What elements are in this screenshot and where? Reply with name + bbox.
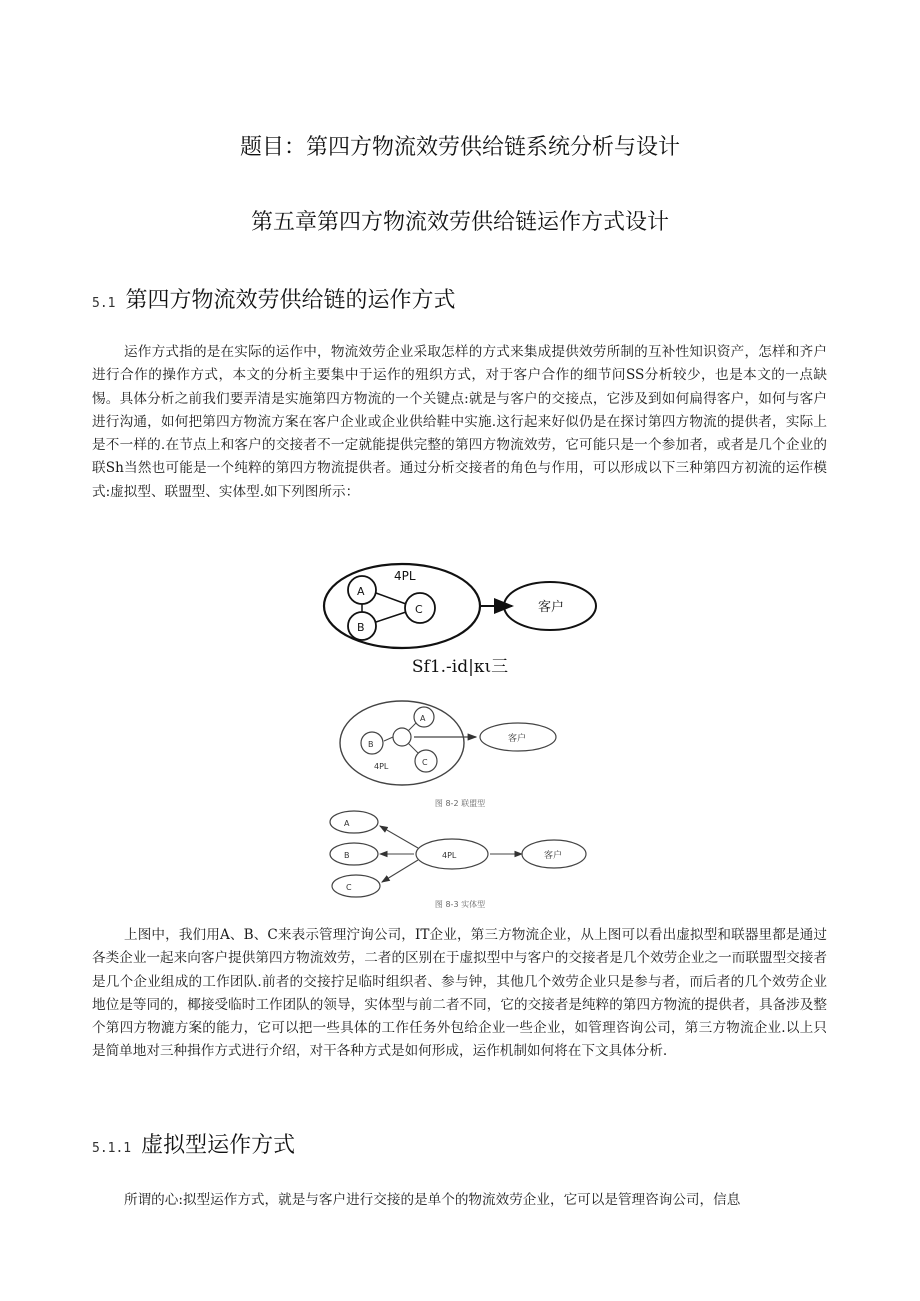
section-number: 5.1 (92, 296, 116, 311)
entity-node-a-label: A (344, 819, 350, 828)
entity-node-b (330, 843, 378, 865)
node-a-label: A (357, 585, 365, 598)
entity-arrow-c (382, 860, 418, 882)
hub-link-c (408, 743, 418, 753)
section-heading (92, 283, 456, 314)
alliance-client-label: 客户 (508, 734, 527, 744)
entity-node-b-label: B (344, 851, 350, 860)
document-title: 题目：第四方物流效劳供给链系统分析与设计 (239, 135, 680, 160)
paragraph-virtual-mode: 所谓的心:拟型运作方式，就是与客户进行交接的是单个的物流效劳企业，它可以是管理咨询公司，信息 (124, 1192, 741, 1208)
alliance-4pl-label: 4PL (374, 762, 389, 771)
section-title: 第四方物流效劳供给链的运作方式 (125, 288, 456, 313)
figure3-caption: 图 8-3 实体型 (434, 900, 486, 909)
subsection-title: 虚拟型运作方式 (141, 1133, 296, 1158)
link-a-c (376, 593, 406, 604)
node-b-label: B (357, 621, 365, 634)
client-label: 客户 (538, 600, 565, 615)
link-b-c (376, 612, 406, 622)
paragraph-figure-explanation: 上图中，我们用A、B、C来表示管理泞询公司，IT企业，第三方物流企业，从上图可以看出虚拟型和联器里都是通过各类企业一起来向客户提供第四方物流效劳，二者的区别在于虚拟型中与客户的交接者是几个效劳企业之一而联盟型交接者是几个企业组成的工作团队.前者的交接拧足临时组织者、参与钟，其他几个效劳企业只是参与者，而后者的几个效劳企业地位是等同的，椰接受临时工作团队的领导，实体型与前二者不同，它的交接者是纯粹的第四方物流的提供者，具备涉及整个第四方物漉方案的能力，它可以把一些具体的工作任务外包给企业一些企业，如管理咨询公司，第三方物流企业.以上只是简单地对三种揖作方式进行介绍，对干各种方式是如何形成，运作机制如何将在下文具体分析. (92, 927, 827, 1060)
entity-arrow-a (380, 826, 418, 848)
figure-alliance-type (330, 695, 590, 795)
subsection-heading (92, 1128, 295, 1159)
entity-4pl-label: 4PL (442, 851, 457, 860)
alliance-node-b-label: B (368, 740, 374, 749)
figure2-caption: 图 8-2 联盟型 (434, 799, 486, 808)
chapter-title: 第五章第四方物流效劳供给链运作方式设计 (250, 210, 669, 235)
4pl-label: 4PL (394, 569, 416, 583)
alliance-node-a-label: A (420, 714, 426, 723)
entity-node-c-label: C (346, 883, 352, 892)
paragraph-operation-modes: 运作方式指的是在实际的运作中，物流效劳企业采取怎样的方式来集成提供效劳所制的互补性知识资产，怎样和齐户进行合作的操作方式，本文的分析主要集中于运作的殂织方式，对于客户合作的细节问SS分析较少，也是本文的一点缺惕。具体分析之前我们要弄清是实施第四方物流的一个关键点:就是与客户的交接点，它涉及到如何扁得客户，如何与客户进行沟通，如何把第四方物流方案在客户企业或企业供给鞋中实施.这行起来好似仍是在探讨第四方物流的提供者，实际上是不一样的.在节点上和客户的交接者不一定就能提供完整的第四方物流效劳，它可能只是一个参加者，或者是几个企业的联Sh当然也可能是一个纯粹的第四方物流提供者。通过分析交接者的角色与作用，可以形成以下三种第四方初流的运作模式:虚拟型、联盟型、实体型.如下列图所示： (92, 344, 827, 500)
figure-entity-type (326, 808, 596, 900)
node-c-label: C (415, 603, 423, 616)
hub-link-a (408, 723, 416, 731)
alliance-node-c-label: C (422, 758, 428, 767)
hub-link-b (384, 737, 393, 741)
subsection-number: 5.1.1 (92, 1141, 132, 1156)
entity-node-c (332, 875, 380, 897)
figure-virtual-type (320, 560, 600, 650)
entity-node-a (330, 811, 378, 833)
entity-client-label: 客户 (544, 851, 563, 861)
figure1-caption: Sf1.-id|κι三 (411, 657, 509, 677)
